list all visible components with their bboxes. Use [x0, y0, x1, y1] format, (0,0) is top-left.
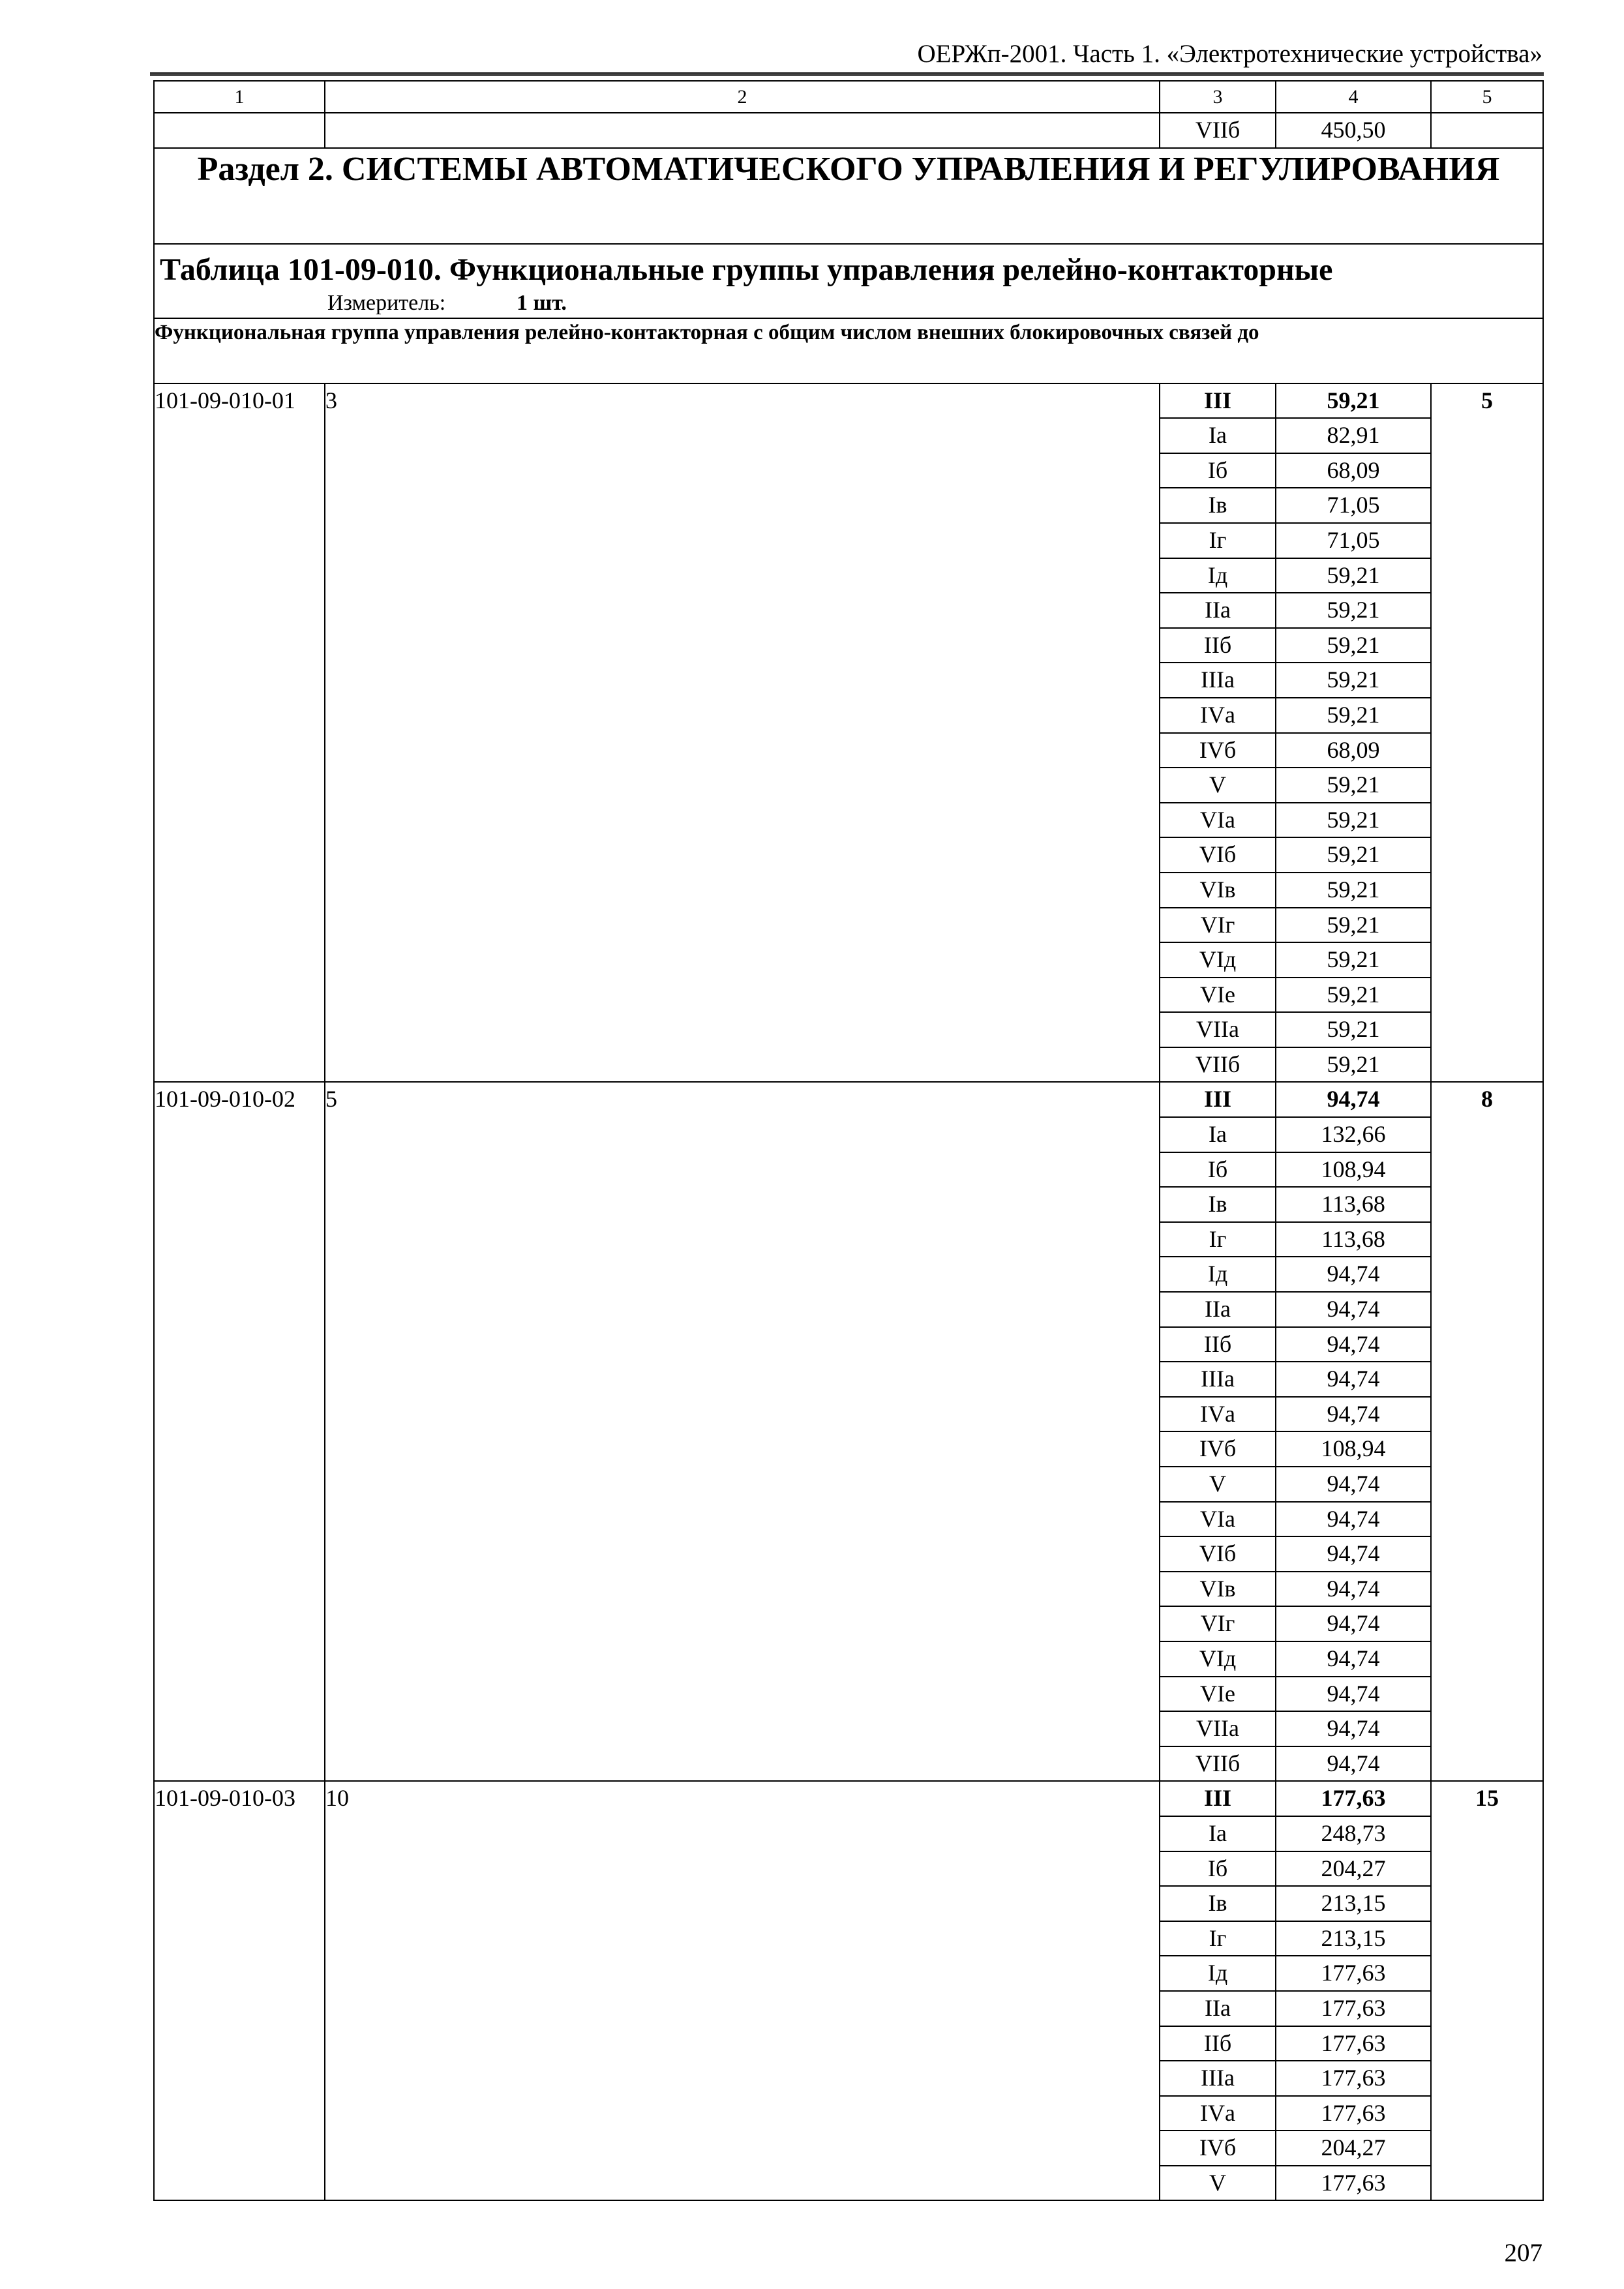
value-cell: 59,21 [1276, 1012, 1431, 1047]
group-description: Функциональная группа управления релейно-контакторная с общим числом внешних блокировочных связей до [154, 318, 1543, 383]
zone-cell: IIб [1160, 1327, 1276, 1362]
value-cell: 204,27 [1276, 2131, 1431, 2166]
page-header-title: ОЕРЖп-2001. Часть 1. «Электротехнические устройства» [917, 40, 1542, 68]
value-cell: 59,21 [1276, 558, 1431, 593]
value-cell: 177,63 [1276, 1956, 1431, 1991]
value-cell: 71,05 [1276, 488, 1431, 523]
value-cell: 132,66 [1276, 1117, 1431, 1152]
page-number: 207 [1504, 2239, 1542, 2267]
zone-cell: IIIа [1160, 1362, 1276, 1397]
item-total: 8 [1431, 1082, 1543, 1781]
zone-cell: IVб [1160, 733, 1276, 768]
value-cell: 59,21 [1276, 942, 1431, 978]
value-cell: 94,74 [1276, 1711, 1431, 1746]
value-cell: 59,21 [1276, 837, 1431, 873]
value-cell: 177,63 [1276, 2061, 1431, 2096]
value-cell: 94,74 [1276, 1397, 1431, 1432]
table-title-row [154, 244, 1543, 318]
zone-cell: Iг [1160, 1222, 1276, 1257]
value-cell: 213,15 [1276, 1921, 1431, 1956]
zone-cell: VIIб [1160, 1746, 1276, 1782]
zone-cell: Iг [1160, 1921, 1276, 1956]
zone-cell: VIб [1160, 837, 1276, 873]
zone-cell: VIд [1160, 1641, 1276, 1677]
value-cell: 59,21 [1276, 908, 1431, 943]
value-cell: 177,63 [1276, 2166, 1431, 2201]
zone-cell: IVб [1160, 1431, 1276, 1467]
zone-cell: IIIа [1160, 2061, 1276, 2096]
value-cell: 59,21 [1276, 663, 1431, 698]
column-header-3: 3 [1160, 81, 1276, 113]
value-cell: 248,73 [1276, 1816, 1431, 1851]
zone-cell: III [1160, 1082, 1276, 1117]
zone-cell: V [1160, 1467, 1276, 1502]
zone-cell: Iб [1160, 453, 1276, 488]
header-rule [150, 72, 1544, 76]
zone-cell: Iг [1160, 523, 1276, 558]
zone-cell: VIе [1160, 978, 1276, 1013]
zone-cell: III [1160, 383, 1276, 419]
measure-value: 1 шт. [517, 290, 567, 315]
value-cell: 59,21 [1276, 803, 1431, 838]
value-cell: 59,21 [1276, 978, 1431, 1013]
zone-cell: IVб [1160, 2131, 1276, 2166]
carry-over-row [154, 113, 1543, 148]
value-cell: 59,21 [1276, 873, 1431, 908]
item-description: 10 [325, 1781, 1160, 2200]
table-row [154, 383, 1543, 419]
value-cell: 177,63 [1276, 1781, 1431, 1816]
value-cell: 94,74 [1276, 1641, 1431, 1677]
zone-cell: VIIб [1160, 1047, 1276, 1083]
zone-cell: Iа [1160, 1816, 1276, 1851]
value-cell: 177,63 [1276, 1991, 1431, 2026]
column-header-5: 5 [1431, 81, 1543, 113]
zone-cell: VIIа [1160, 1012, 1276, 1047]
column-header-2: 2 [325, 81, 1160, 113]
value-cell: 59,21 [1276, 383, 1431, 419]
zone-cell: IIб [1160, 628, 1276, 663]
zone-cell: VIг [1160, 1606, 1276, 1641]
value-cell: 59,21 [1276, 593, 1431, 628]
group-description-row [154, 318, 1543, 383]
value-cell: 94,74 [1276, 1502, 1431, 1537]
value-cell: 94,74 [1276, 1362, 1431, 1397]
value-cell: 94,74 [1276, 1292, 1431, 1327]
item-code: 101-09-010-01 [154, 383, 325, 1083]
value-cell: 177,63 [1276, 2026, 1431, 2061]
zone-cell: Iб [1160, 1851, 1276, 1887]
value-cell: 94,74 [1276, 1606, 1431, 1641]
item-code: 101-09-010-02 [154, 1082, 325, 1781]
zone-cell: VIв [1160, 873, 1276, 908]
value-cell: 59,21 [1276, 628, 1431, 663]
table-title: Таблица 101-09-010. Функциональные группы управления релейно-контакторные [160, 252, 1333, 287]
column-header-1: 1 [154, 81, 325, 113]
value-cell: 68,09 [1276, 733, 1431, 768]
zone-cell: Iд [1160, 1956, 1276, 1991]
section-title: Раздел 2. СИСТЕМЫ АВТОМАТИЧЕСКОГО УПРАВЛЕНИЯ И РЕГУЛИРОВАНИЯ [154, 148, 1543, 244]
value-cell: 108,94 [1276, 1152, 1431, 1188]
zone-cell: VIб [1160, 1536, 1276, 1572]
value-cell: 177,63 [1276, 2096, 1431, 2131]
value-cell: 113,68 [1276, 1222, 1431, 1257]
column-header-4: 4 [1276, 81, 1431, 113]
zone-cell: Iб [1160, 1152, 1276, 1188]
item-code: 101-09-010-03 [154, 1781, 325, 2200]
value-cell: 94,74 [1276, 1536, 1431, 1572]
carry-value: 450,50 [1276, 113, 1431, 148]
section-row [154, 148, 1543, 244]
item-total: 15 [1431, 1781, 1543, 2200]
zone-cell: Iд [1160, 558, 1276, 593]
value-cell: 59,21 [1276, 768, 1431, 803]
zone-cell: Iа [1160, 1117, 1276, 1152]
zone-cell: VIв [1160, 1572, 1276, 1607]
value-cell: 94,74 [1276, 1327, 1431, 1362]
zone-cell: V [1160, 768, 1276, 803]
zone-cell: III [1160, 1781, 1276, 1816]
zone-cell: IVа [1160, 2096, 1276, 2131]
table-row [154, 1082, 1543, 1117]
value-cell: 68,09 [1276, 453, 1431, 488]
zone-cell: V [1160, 2166, 1276, 2201]
zone-cell: Iа [1160, 418, 1276, 453]
value-cell: 108,94 [1276, 1431, 1431, 1467]
value-cell: 59,21 [1276, 698, 1431, 733]
zone-cell: Iд [1160, 1257, 1276, 1292]
value-cell: 204,27 [1276, 1851, 1431, 1887]
zone-cell: VIа [1160, 1502, 1276, 1537]
zone-cell: VIг [1160, 908, 1276, 943]
zone-cell: IIа [1160, 1991, 1276, 2026]
measure-line [155, 290, 1542, 316]
zone-cell: VIа [1160, 803, 1276, 838]
column-number-row [154, 81, 1543, 113]
zone-cell: Iв [1160, 1187, 1276, 1222]
carry-zone: VIIб [1160, 113, 1276, 148]
value-cell: 94,74 [1276, 1082, 1431, 1117]
value-cell: 71,05 [1276, 523, 1431, 558]
value-cell: 113,68 [1276, 1187, 1431, 1222]
item-total: 5 [1431, 383, 1543, 1083]
value-cell: 94,74 [1276, 1746, 1431, 1782]
value-cell: 94,74 [1276, 1257, 1431, 1292]
value-cell: 59,21 [1276, 1047, 1431, 1083]
zone-cell: IIб [1160, 2026, 1276, 2061]
item-description: 3 [325, 383, 1160, 1083]
zone-cell: VIе [1160, 1677, 1276, 1712]
value-cell: 94,74 [1276, 1572, 1431, 1607]
zone-cell: IIIа [1160, 663, 1276, 698]
zone-cell: IVа [1160, 698, 1276, 733]
value-cell: 94,74 [1276, 1677, 1431, 1712]
zone-cell: VIд [1160, 942, 1276, 978]
value-cell: 82,91 [1276, 418, 1431, 453]
zone-cell: IIа [1160, 1292, 1276, 1327]
price-table [153, 80, 1544, 2201]
zone-cell: Iв [1160, 488, 1276, 523]
zone-cell: IIа [1160, 593, 1276, 628]
table-row [154, 1781, 1543, 1816]
measure-label: Измеритель: [327, 290, 446, 315]
zone-cell: IVа [1160, 1397, 1276, 1432]
item-description: 5 [325, 1082, 1160, 1781]
zone-cell: VIIа [1160, 1711, 1276, 1746]
value-cell: 213,15 [1276, 1886, 1431, 1921]
value-cell: 94,74 [1276, 1467, 1431, 1502]
zone-cell: Iв [1160, 1886, 1276, 1921]
